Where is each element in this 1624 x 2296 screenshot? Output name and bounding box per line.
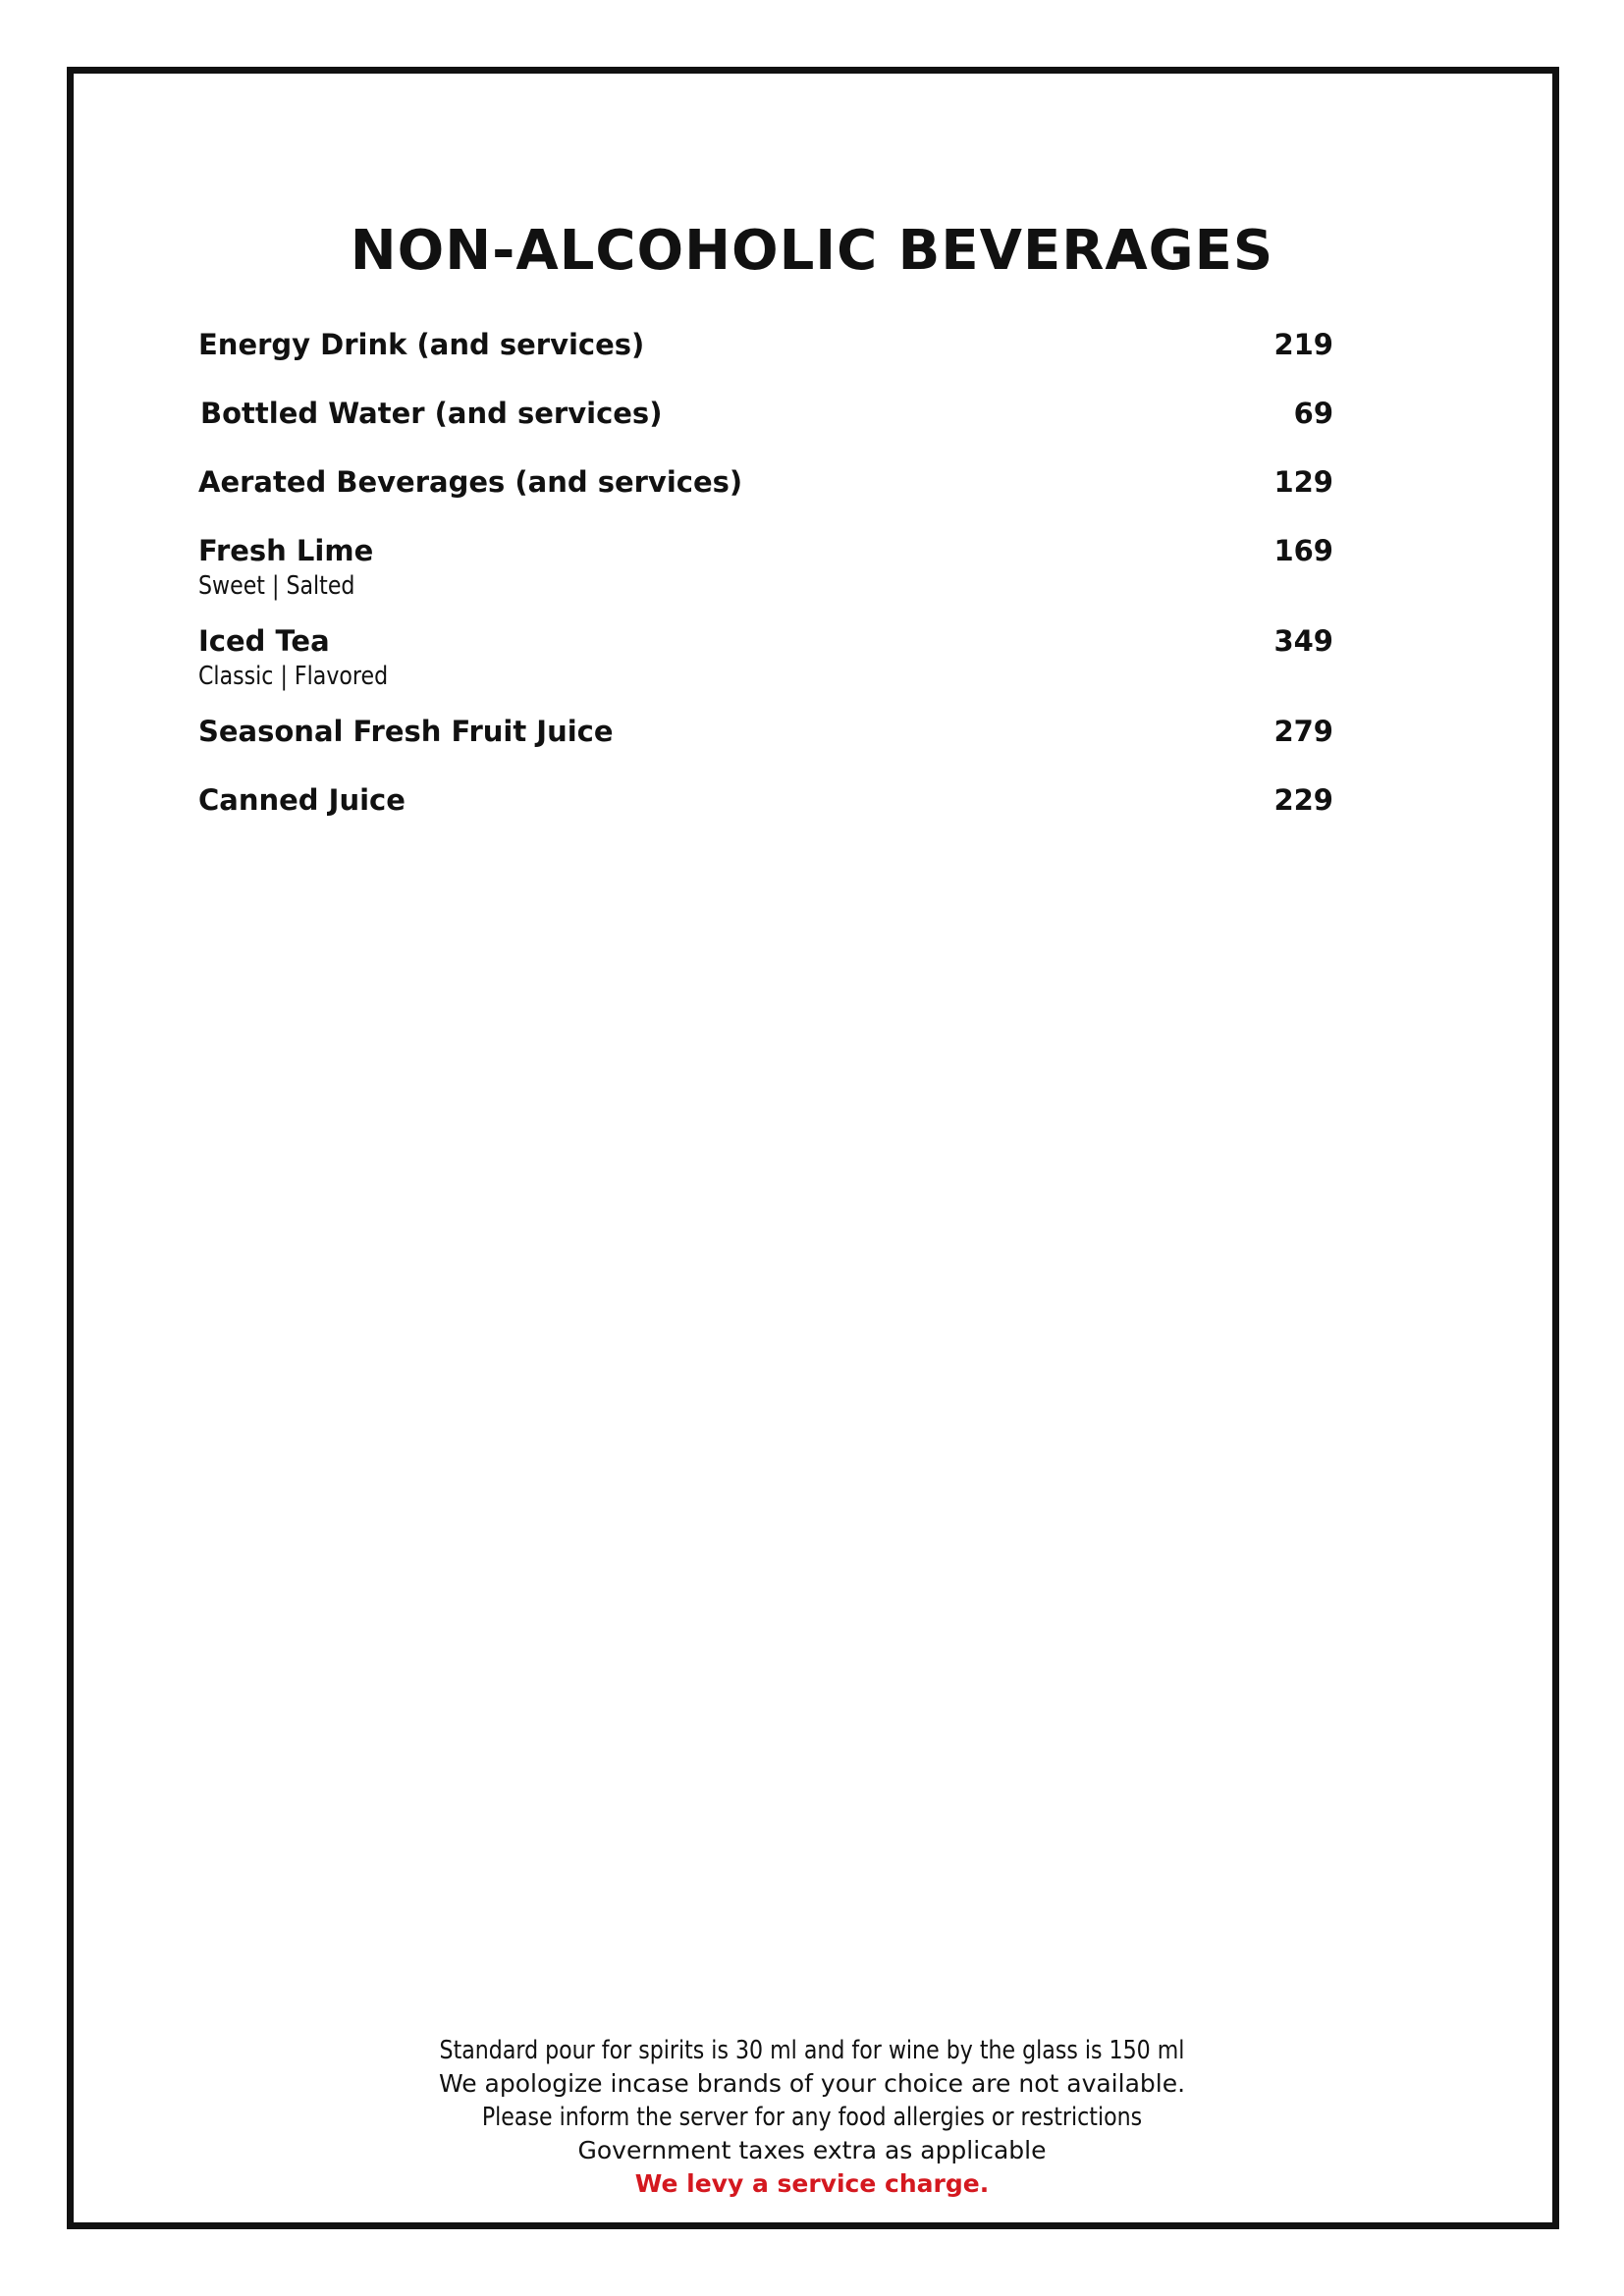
- menu-item-row: [198, 715, 1333, 748]
- menu-item-row: [198, 783, 1333, 817]
- item-price: 69: [1293, 397, 1333, 430]
- tax-note: Government taxes extra as applicable: [577, 2136, 1047, 2164]
- item-name: Fresh Lime: [198, 534, 374, 567]
- allergy-note: Please inform the server for any food allergies or restrictions: [481, 2103, 1143, 2132]
- menu-item-bottled-water: [198, 397, 1333, 430]
- item-price: 349: [1273, 624, 1333, 658]
- menu-item-canned-juice: [198, 783, 1333, 817]
- menu-item-seasonal-fruit-juice: [198, 715, 1333, 748]
- item-name: Iced Tea: [198, 624, 330, 658]
- pour-note: Standard pour for spirits is 30 ml and for wine by the glass is 150 ml: [439, 2036, 1185, 2065]
- item-name: Seasonal Fresh Fruit Juice: [198, 715, 614, 748]
- item-price: 219: [1273, 328, 1333, 361]
- menu-list: [198, 328, 1333, 856]
- item-price: 279: [1273, 715, 1333, 748]
- item-description: Classic | Flavored: [198, 662, 389, 691]
- menu-item-energy-drink: [198, 328, 1333, 361]
- item-name: Energy Drink (and services): [198, 328, 645, 361]
- item-name: Aerated Beverages (and services): [198, 465, 743, 499]
- menu-item-row: [198, 465, 1333, 499]
- item-price: 169: [1273, 534, 1333, 567]
- item-price: 229: [1273, 783, 1333, 817]
- menu-item-row: [198, 534, 1333, 567]
- service-charge-note: We levy a service charge.: [634, 2169, 990, 2198]
- menu-item-aerated-beverages: [198, 465, 1333, 499]
- item-description: Sweet | Salted: [198, 571, 355, 601]
- menu-item-row: [198, 328, 1333, 361]
- menu-item-iced-tea: [198, 624, 1333, 691]
- brand-availability-note: We apologize incase brands of your choice are not available.: [438, 2069, 1186, 2098]
- item-name: Bottled Water (and services): [200, 397, 663, 430]
- menu-footer: [0, 2034, 1624, 2201]
- menu-item-fresh-lime: [198, 534, 1333, 601]
- menu-item-row: [198, 397, 1333, 430]
- item-name: Canned Juice: [198, 783, 406, 817]
- item-price: 129: [1273, 465, 1333, 499]
- page-title: NON-ALCOHOLIC BEVERAGES: [350, 219, 1274, 283]
- menu-item-row: [198, 624, 1333, 658]
